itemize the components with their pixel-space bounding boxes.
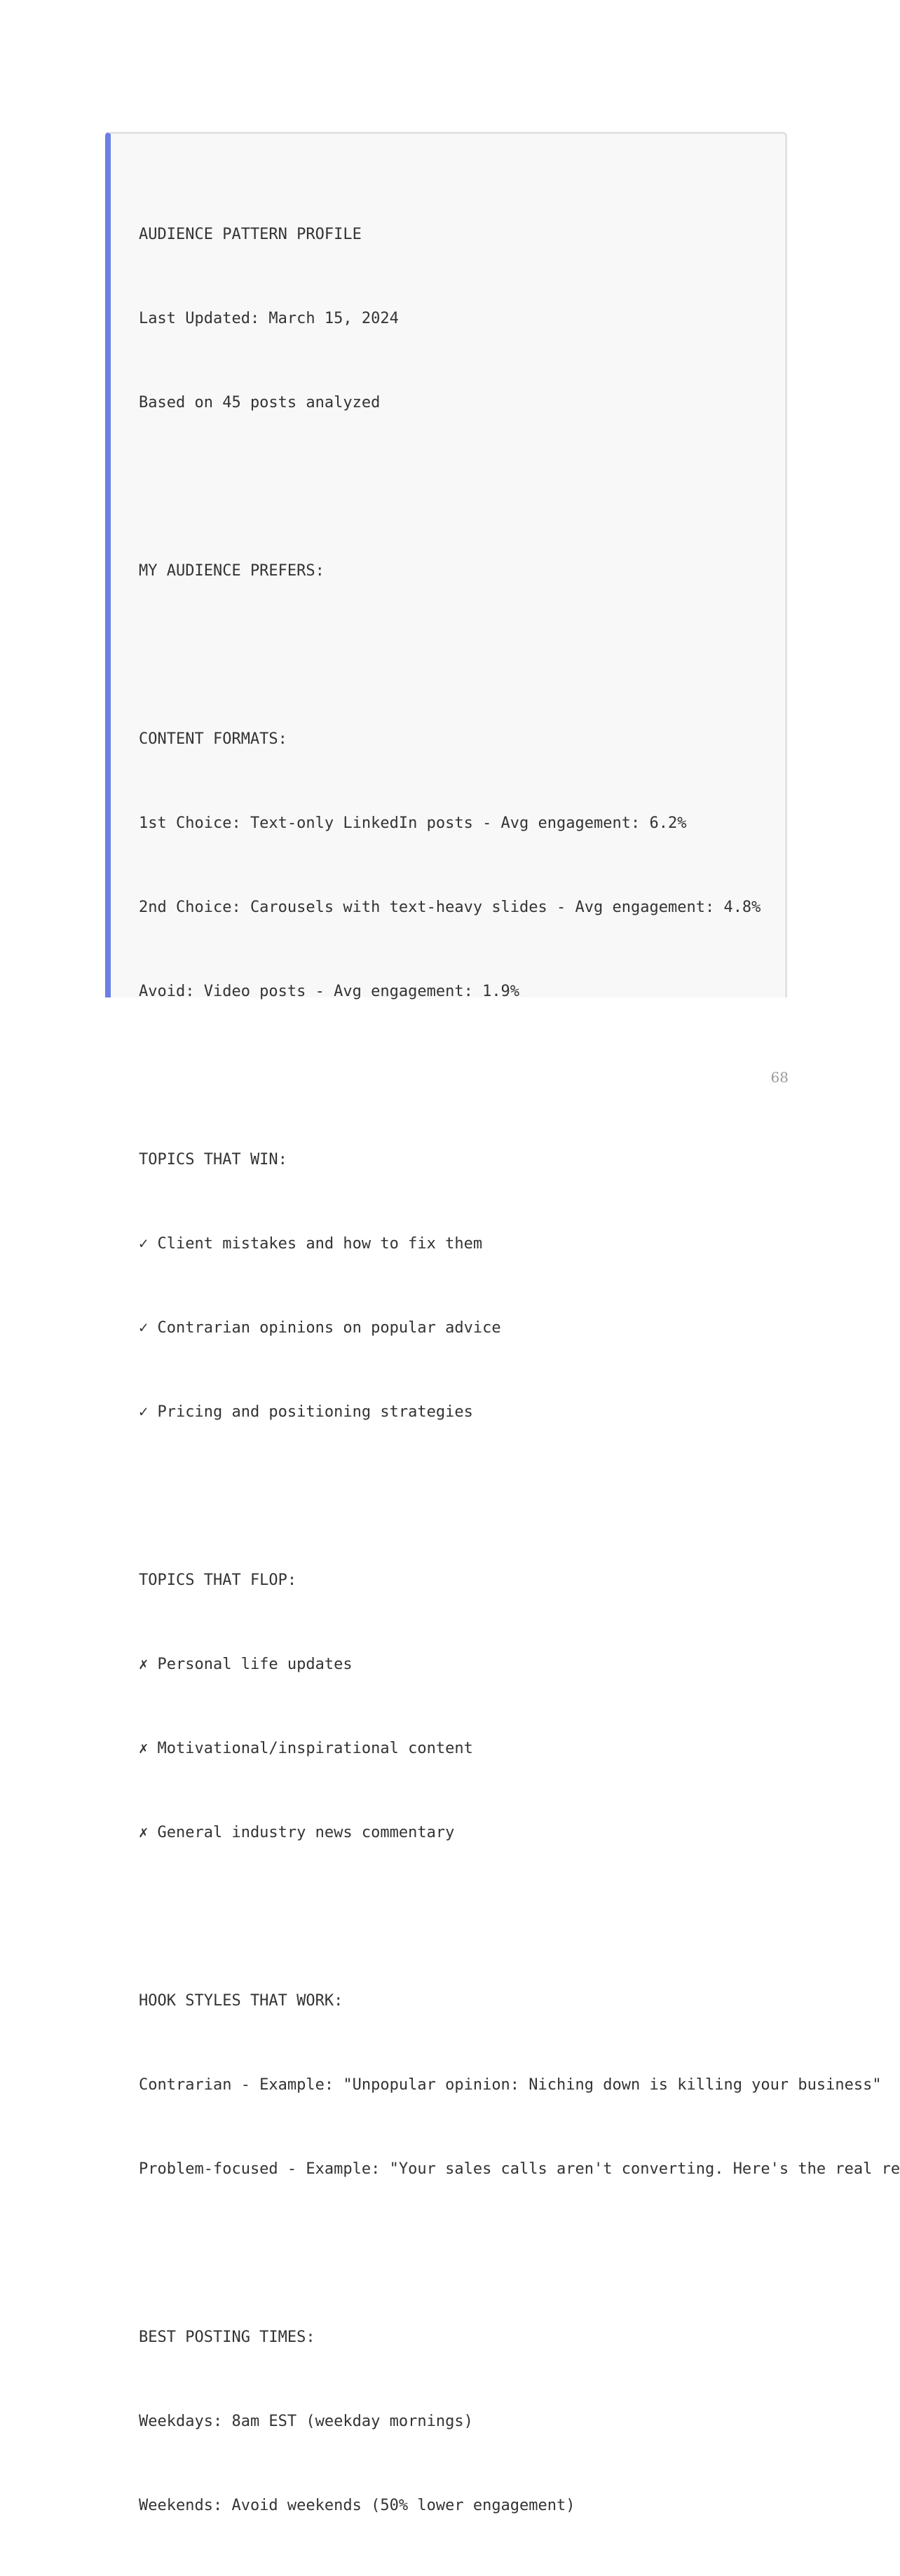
code-line: Based on 45 posts analyzed — [139, 394, 381, 411]
code-line: TOPICS THAT FLOP: — [139, 1572, 297, 1589]
code-line — [139, 1483, 900, 1511]
code-line: ✓ Client mistakes and how to fix them — [139, 1235, 483, 1253]
code-line: ✗ General industry news commentary — [139, 1824, 455, 1841]
code-line — [139, 1903, 900, 1931]
code-line: MY AUDIENCE PREFERS: — [139, 562, 325, 580]
code-line — [139, 2240, 900, 2268]
code-line: ✗ Motivational/inspirational content — [139, 1740, 473, 1757]
code-line: 2nd Choice: Carousels with text-heavy slides - Avg engagement: 4.8% — [139, 899, 761, 916]
code-line: AUDIENCE PATTERN PROFILE — [139, 226, 362, 243]
code-line: Weekdays: 8am EST (weekday mornings) — [139, 2413, 473, 2430]
code-line: HOOK STYLES THAT WORK: — [139, 1992, 343, 2010]
code-line: Contrarian - Example: "Unpopular opinion: Niching down is killing your business" — [139, 2076, 882, 2094]
code-line: ✓ Contrarian opinions on popular advice — [139, 1319, 501, 1337]
code-line: Last Updated: March 15, 2024 — [139, 310, 399, 327]
code-line — [139, 641, 900, 669]
code-line: 1st Choice: Text-only LinkedIn posts - Avg engagement: 6.2% — [139, 815, 687, 832]
code-line: BEST POSTING TIMES: — [139, 2329, 315, 2346]
code-line: ✓ Pricing and positioning strategies — [139, 1403, 473, 1421]
code-line — [139, 473, 900, 501]
code-line: Avoid: Video posts - Avg engagement: 1.9% — [139, 983, 520, 1000]
code-line: TOPICS THAT WIN: — [139, 1151, 287, 1168]
code-line: Weekends: Avoid weekends (50% lower engagement) — [139, 2497, 575, 2514]
code-line: CONTENT FORMATS: — [139, 730, 287, 748]
code-lines — [139, 165, 900, 2576]
code-line: Problem-focused - Example: "Your sales calls aren't converting. Here's the real re — [139, 2160, 900, 2178]
page-number: 68 — [770, 1069, 789, 1086]
code-line: ✗ Personal life updates — [139, 1656, 353, 1673]
